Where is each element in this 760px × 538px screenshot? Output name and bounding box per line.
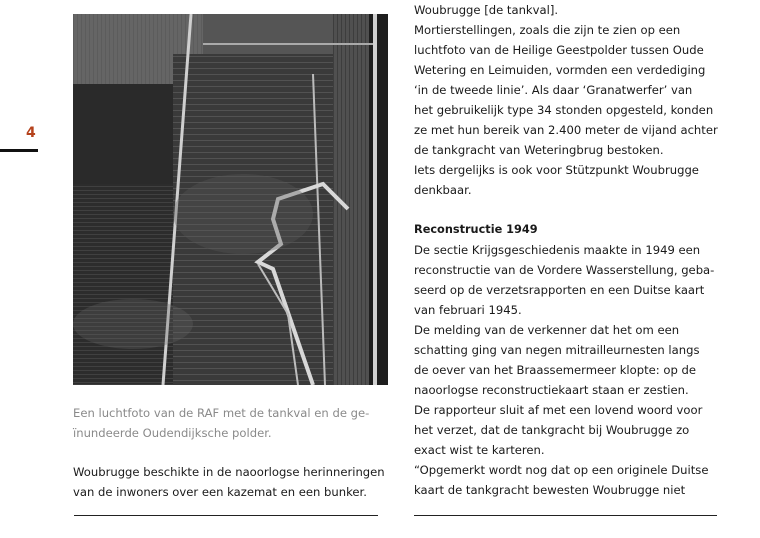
photo-caption	[73, 403, 393, 443]
text-line: seerd op de verzetsrapporten en een Duitse kaart	[414, 283, 705, 297]
section-heading: Reconstructie 1949	[414, 223, 538, 236]
page-number: 4	[26, 125, 36, 141]
intro-paragraph	[414, 0, 734, 200]
text-line: Mortierstellingen, zoals die zijn te zien op een	[414, 23, 681, 37]
left-paragraph-line: van de inwoners over een kazemat en een bunker.	[73, 485, 367, 499]
text-line: luchtfoto van de Heilige Geestpolder tussen Oude	[414, 43, 704, 57]
text-line: ze met hun bereik van 2.400 meter de vijand achter	[414, 123, 718, 137]
caption-line: ïnundeerde Oudendijksche polder.	[73, 426, 272, 440]
footer-rule-left	[74, 515, 378, 516]
text-line: reconstructie van de Vordere Wasserstellung, geba-	[414, 263, 715, 277]
text-line: ‘in de tweede linie’. Als daar ‘Granatwerfer’ van	[414, 83, 693, 97]
text-line: De melding van de verkenner dat het om een	[414, 323, 680, 337]
text-line: “Opgemerkt wordt nog dat op een originele Duitse	[414, 463, 709, 477]
text-line: het verzet, dat de tankgracht bij Woubrugge zo	[414, 423, 690, 437]
text-line: naoorlogse reconstructiekaart staan er zestien.	[414, 383, 689, 397]
text-line: schatting ging van negen mitrailleurnesten langs	[414, 343, 700, 357]
text-line: de oever van het Braassemermeer klopte: op de	[414, 363, 696, 377]
text-line: exact wist te karteren.	[414, 443, 545, 457]
left-paragraph-line: Woubrugge beschikte in de naoorlogse herinneringen	[73, 465, 385, 479]
text-line: de tankgracht van Weteringbrug bestoken.	[414, 143, 664, 157]
aerial-photo	[73, 14, 388, 385]
footer-rule-right	[414, 515, 717, 516]
body-paragraph	[414, 240, 734, 500]
text-line: Woubrugge [de tankval].	[414, 3, 559, 17]
text-line: kaart de tankgracht bewesten Woubrugge niet	[414, 483, 686, 497]
text-line: het gebruikelijk type 34 stonden opgesteld, konden	[414, 103, 714, 117]
text-line: De sectie Krijgsgeschiedenis maakte in 1949 een	[414, 243, 701, 257]
caption-line: Een luchtfoto van de RAF met de tankval en de ge-	[73, 406, 370, 420]
text-line: van februari 1945.	[414, 303, 522, 317]
text-line: Wetering en Leimuiden, vormden een verdediging	[414, 63, 706, 77]
text-line: De rapporteur sluit af met een lovend woord voor	[414, 403, 703, 417]
text-line: Iets dergelijks is ook voor Stützpunkt Woubrugge	[414, 163, 699, 177]
text-line: denkbaar.	[414, 183, 472, 197]
page-marker-bar	[0, 149, 38, 152]
left-paragraph	[73, 462, 393, 502]
right-column	[414, 0, 734, 500]
aerial-photo-drawing	[73, 14, 388, 385]
